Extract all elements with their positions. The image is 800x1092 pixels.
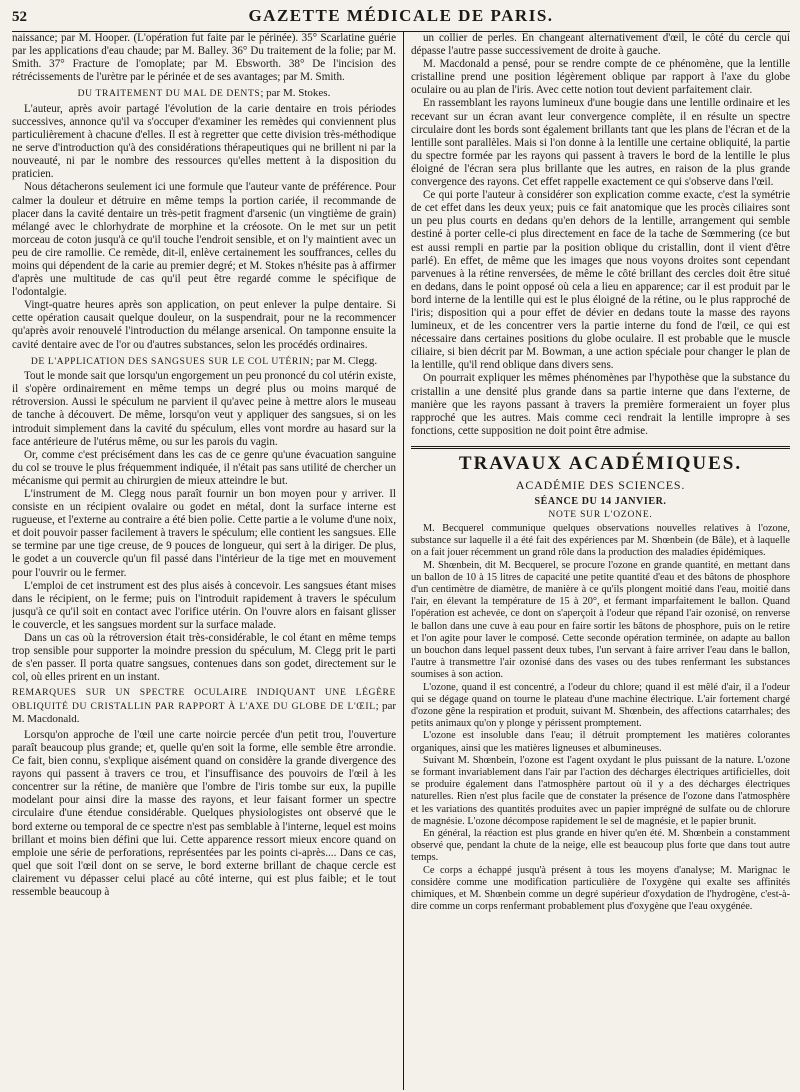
paragraph: L'auteur, après avoir partagé l'évolution de la carie dentaire en trois périodes successives, annonce qu'il va s'occuper d'examiner les remèdes qui conviennent plus particulièrement à chacune d'elles. Il est à regretter que cette division très-méthodique ne serve d'introduction qu'à des considérations thérapeutiques qui ne brillent ni par la nouveauté, ni par le nombre des ressources qu'elles mettent à la disposition du praticien. [12, 102, 396, 181]
paragraph: L'ozone, quand il est concentré, a l'odeur du chlore; quand il est mêlé d'air, il a l'odeur qui se dégage quand on tourne le plateau d'une machine électrique. L'air fortement chargé d'ozone gêne la respiration et produit, suivant M. Shœnbein, des affections catarrhales; des petits animaux qu'on y plonge y périssent promptement. [411, 681, 790, 730]
paragraph: L'emploi de cet instrument est des plus aisés à concevoir. Les sangsues étant mises dans le récipient, on le ferme; puis on l'introduit rapidement à travers le spéculum jusqu'à ce qu'il soit en contact avec l'orifice utérin. On l'ouvre alors en faisant glisser le couvercle, et les sangsues mordent sur la surface malade. [12, 579, 396, 631]
paragraph: Tout le monde sait que lorsqu'un engorgement un peu prononcé du col utérin existe, il s'opère ordinairement en même temps un degré plus ou moins marqué de rétroversion. Aussi le spéculum ne parvient il qu'avec peine à mettre alors le museau de tanche à découvert. De même, lorsqu'on veut y appliquer des sangsues, si on les introduit simplement dans la cavité du spéculum, elles vont mordre au hasard sur la face antérieure de l'utérus même, ou sur les parois du vagin. [12, 370, 396, 448]
paragraph: Or, comme c'est précisément dans les cas de ce genre qu'une évacuation sanguine du col se trouve le plus fréquemment indiquée, il n'était pas sans utilité de chercher un mécanisme qui permit au chirurgien de mieux atteindre le but. [12, 448, 396, 487]
page-number: 52 [12, 9, 27, 25]
section-heading-spectre: REMARQUES SUR UN SPECTRE OCULAIRE INDIQUANT UNE LÉGÈRE OBLIQUITÉ DU CRISTALLIN PAR RAPPORT À L'AXE DU GLOBE DE L'ŒIL; par M. Macdonald. [12, 687, 396, 726]
academy-name: ACADÉMIE DES SCIENCES. [515, 477, 686, 492]
intro-paragraph: naissance; par M. Hooper. (L'opération fut faite par le périnée). 35° Scarlatine guérie par les applications d'eau chaude; par M. Balley. 36° Du traitement de la folie; par M. Smith. 37° Fracture de l'omoplate; par M. Ebsworth. 38° De l'incision des rétrécissements de l'urètre par le périnée et de ses avantages; par M. Smith. [12, 32, 396, 84]
paragraph: M. Becquerel communique quelques observations nouvelles relatives à l'ozone, substance sur laquelle il a été fait des expériences par M. Shœnbein (de Bâle), et à laquelle on a fait jouer récemment un grand rôle dans la production des maladies épidémiques. [411, 522, 790, 559]
section-body-spectre-continued [411, 32, 790, 438]
paragraph: Lorsqu'on approche de l'œil une carte noircie percée d'un petit trou, l'ouverture paraît beaucoup plus grande; et, quelle qu'en soit la forme, elle semble être arrondie. Ce fait, bien connu, s'explique aisément quand on considère la grande divergence des rayons qui passent à travers ce trou, et l'insuffisance des pouvoirs de l'œil à les concentrer sur la rétine, de manière que l'ombre de l'iris tombe sur eux, la pupille modelant pour ainsi dire la masse des rayons, et leur faisant former un spectre circulaire d'une étendue considérable. Quelques physiologistes ont observé que le bord externe ou temporal de ce spectre n'est pas semblable à l'interne, lequel est moins brillant et moins bien défini que lui. Cette apparence ressort mieux encore quand on emploie une série de perforations, représentées par les points ci-après.... Dans ce cas, quel que soit l'œil dont on se serve, le bord externe brillant de chaque cercle est clairement vu dépasser celui placé au côté interne, qui est plus faible; et le tout ressemble beaucoup à [12, 728, 396, 899]
section-body-ozone [411, 523, 790, 914]
section-body-sangsues [12, 370, 396, 684]
right-column [403, 32, 790, 1090]
paragraph: L'instrument de M. Clegg nous paraît fournir un bon moyen pour y arriver. Il consiste en un récipient ovalaire ou godet en métal, dont la surface interne est rugueuse, et l'externe au contraire a été bien polie. Cette partie a le volume d'une noix, et doit pouvoir passer facilement à travers le spéculum; elle contient les sangsues. Elle se termine par une tige creuse, de 9 pouces de longueur, qui sert à la diriger. De plus, le godet a un couvercle qu'un fil passé dans l'intérieur de la tige met en mouvement pour l'ouvrir ou le fermer. [12, 488, 396, 579]
left-column [12, 32, 403, 1090]
note-title: NOTE SUR L'OZONE. [548, 509, 653, 520]
paragraph: En rassemblant les rayons lumineux d'une bougie dans une lentille ordinaire et les recevant sur un écran avant leur convergence complète, il en résulte un spectre circulaire dont les bords sont également brillants tant que les plans de l'écran et de la lentille sont parallèles. Mais si l'on donne à la lentille une certaine obliquité, la partie du spectre formée par les rayons qui passent à travers le bord de la lentille le plus éloigné de l'écran sera plus brillante que les autres, en raison de la plus grande convergence des rayons. Cet effet rappelle exactement ce qui s'observe dans l'œil. [411, 97, 790, 189]
page-header [12, 6, 790, 32]
paragraph: En général, la réaction est plus grande en hiver qu'en été. M. Shœnbein a constamment observé que, pendant la chute de la neige, elle est beaucoup plus forte que dans tout autre temps. [411, 827, 790, 864]
section-heading-dents: DU TRAITEMENT DU MAL DE DENTS; par M. Stokes. [77, 87, 331, 100]
divider [411, 446, 790, 449]
paragraph: M. Shœnbein, dit M. Becquerel, se procure l'ozone en grande quantité, en mettant dans un ballon de 10 à 15 litres de capacité une petite quantité d'eau et des bâtons de phosphore d'un centimètre de diamètre, de manière à ce qu'ils plongent moitié dans l'eau, moitié dans l'air, en élevant la température de 15 à 20°, et fermant imparfaitement le ballon. Quand l'opération est achevée, ce dont on s'aperçoit à l'odeur que répand l'air ozonisé, on renverse le ballon dans une cuve à eau pour en faire sortir les bâtons de phosphore, puis on le retire et l'on agite pour laver le composé. Cette seconde opération terminée, on adapte au ballon un bouchon dans lequel passent deux tubes, l'un servant à faire arriver l'eau dans le ballon, l'autre à transmettre l'air ozonisé dans des vases ou des tubes renfermant les substances soumises à son action. [411, 559, 790, 681]
paragraph: M. Macdonald a pensé, pour se rendre compte de ce phénomène, que la lentille cristalline prend une position légèrement oblique par rapport à l'axe du globe oculaire ou au plan de l'iris. Avec cette notion tout devient parfaitement clair. [411, 58, 790, 97]
session-date: SÉANCE DU 14 JANVIER. [534, 495, 667, 507]
paragraph: L'ozone est insoluble dans l'eau; il détruit promptement les matières colorantes organiques, ainsi que les matières ligneuses et albumineuses. [411, 730, 790, 754]
section-body-spectre [12, 729, 396, 899]
paragraph: Vingt-quatre heures après son application, on peut enlever la pulpe dentaire. Si cette opération causait quelque douleur, on la suspendrait, pour ne la recommencer qu'après avoir renouvelé l'introduction du mélange arsenical. On tamponne ensuite la cavité dentaire avec de l'or ou d'autres substances, selon les procédés ordinaires. [12, 299, 396, 351]
paragraph: Suivant M. Shœnbein, l'ozone est l'agent oxydant le plus puissant de la nature. L'ozone se formant invariablement dans l'air par l'action des décharges électriques artificielles, doit se produire également dans l'atmosphère partout où il y a des décharges électriques naturelles. Rien n'est plus facile que de constater la présence de l'ozone dans l'atmosphère et les variations des quantités produites avec un papier imprégné de sulfate ou de chlorure de magnésie. L'ozone décompose rapidement le sel de magnésie, et le papier brunit. [411, 754, 790, 827]
section-heading-sangsues: DE L'APPLICATION DES SANGSUES SUR LE COL UTÉRIN; par M. Clegg. [30, 354, 378, 367]
paragraph: Ce qui porte l'auteur à considérer son explication comme exacte, c'est la symétrie de cet effet dans les deux yeux; puis ce fait anatomique que les procès ciliaires sont un peu plus courts en dedans qu'en dehors de la lentille, arrangement qui semble destiné à porter celle-ci plus directement en face de la tache de Sœmmering (ce but est aussi rempli en partie par la position oblique du cristallin, dont il vient d'être parlé). En effet, de même que les images que nous voyons droites sont cependant parvenues à la rétine renversées, de même le côté brillant des cercles doit être situé en dedans, dans le point opposé où cela a lieu en apparence; car il est produit par le bord interne de la lentille qui est le plus éloigné de la rétine, ou le plus rapproché de l'iris; disposition qui a pour effet de dévier en dedans toute la masse des rayons lumineux, et de les concentrer vers la partie interne du fond de l'œil, ce qui est nécessaire dans certaines positions du globe oculaire. Il est probable que le muscle ciliaire, si bien décrit par M. Bowman, a une action spéciale pour changer le plan de la lentille, qu'il rend oblique dans divers sens. [411, 189, 790, 372]
paragraph: Nous détacherons seulement ici une formule que l'auteur vante de préférence. Pour calmer la douleur et détruire en même temps la portion cariée, il recommande de placer dans la cavité dentaire un très-petit fragment d'arsenic (un vingtième de grain) mélangé avec le chlorhydrate de morphine et la créosote. On le met sur un petit morceau de coton jusqu'à ce qu'il touche l'endroit sensible, et on l'y maintient avec un peu de cire ramollie. Ce remède, dit-il, enlève certainement les souffrances, celles du moins qui dépendent de la carie au premier degré; et M. Stokes n'hésite pas à affirmer d'après une multitude de cas qu'il peut être regardé comme le spécifique de l'odontalgie. [12, 181, 396, 299]
paragraph: un collier de perles. En changeant alternativement d'œil, le côté du cercle qui dépasse l'autre passe successivement de droite à gauche. [411, 32, 790, 58]
section-body-dents [12, 103, 396, 352]
paragraph: On pourrait expliquer les mêmes phénomènes par l'hypothèse que la substance du cristallin a une densité plus grande dans sa partie interne que dans l'externe, de manière que les rayons passant à travers la première formeraient un foyer plus rapproché que les autres. Mais comme ceci rendrait la lentille impropre à ses fonctions, cette supposition ne doit point être admise. [411, 372, 790, 437]
paragraph: Dans un cas où la rétroversion était très-considérable, le col étant en même temps trop sensible pour supporter la moindre pression du spéculum, M. Clegg prit le parti de s'en passer. Il porta quatre sangsues, contenues dans son godet, directement sur le col, où elles prirent en un instant. [12, 632, 396, 684]
journal-title: GAZETTE MÉDICALE DE PARIS. [248, 6, 554, 25]
columns [12, 32, 790, 1090]
paragraph: Ce corps a échappé jusqu'à présent à tous les moyens d'analyse; M. Marignac le considère comme une modification particulière de l'oxygène qui exalte ses affinités chimiques, et M. Shœnbein comme un degré supérieur d'oxydation de l'hydrogène, c'est-à-dire comme un corps renfermant probablement plus d'oxygène que l'eau oxygénée. [411, 864, 790, 913]
academic-works-title: TRAVAUX ACADÉMIQUES. [458, 452, 743, 474]
